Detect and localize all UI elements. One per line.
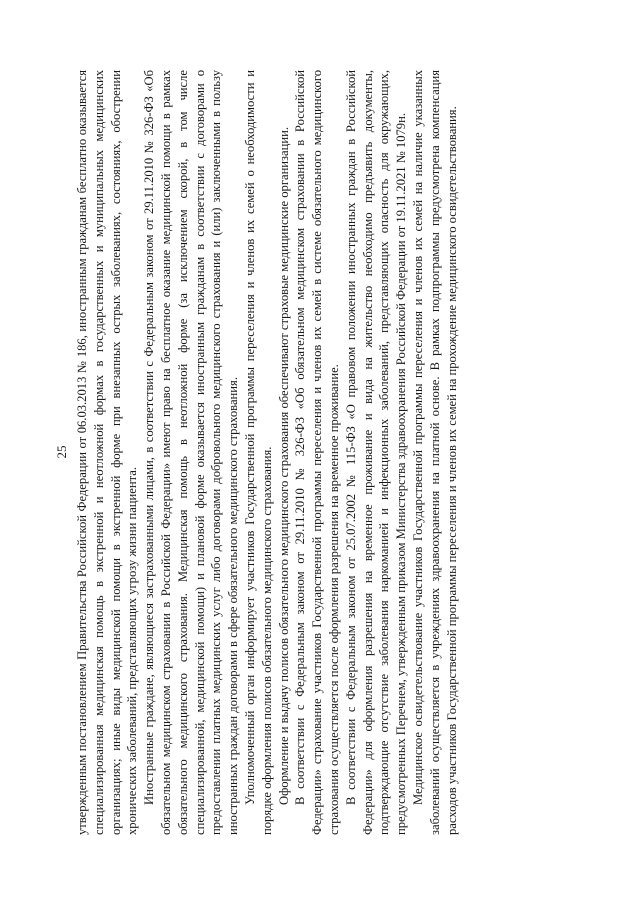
paragraph-continuation: утвержденным постановлением Правительства Российской Федерации от 06.03.2013 № 186, иностранным гражданам бесплатно оказывается специализированная медицинская помощь в экстренной и неотложной формах в государственных и муниципальных медицинских организациях; иные виды медицинской помощи в экстренной форме при внезапных острых заболеваниях, состояниях, обострении хронических заболеваний, представляющих угрозу жизни пациента. [75, 70, 140, 835]
paragraph-insurance-after-permit: В соответствии с Федеральным законом от 29.11.2010 № 326-ФЗ «Об обязательном медицинском страховании в Российской Федерации» страхование участников Государственной программы переселения и членов их семей в системе обязательного медицинского страхования осуществляется после оформления разрешения на временное проживание. [293, 70, 341, 835]
paragraph-policy-issuance: Оформление и выдачу полисов обязательного медицинского страхования обеспечивают страховые медицинские организации. [276, 127, 291, 805]
page-number: 25 [54, 445, 69, 459]
paragraph-authorized-body: Уполномоченный орган информирует участников Государственной программы переселения и членов их семей о необходимости и порядке оформления полисов обязательного медицинского страхования. [242, 70, 274, 835]
document-body [74, 70, 460, 835]
paragraph-legal-status-law: В соответствии с Федеральным законом от 25.07.2002 № 115-ФЗ «О правовом положении иностранных граждан в Российской Федерации» для оформления разрешения на временное проживание и вида на жительство необходимо предъявить документы, подтверждающие отсутствие заболевания наркоманией и инфекционных заболеваний, представляющих опасность для окружающих, предусмотренных Перечнем, утвержденным приказом Министерства здравоохранения Российской Федерации от 19.11.2021 № 1079н. [343, 70, 409, 835]
paragraph-medical-examination: Медицинское освидетельствование участников Государственной программы переселения и членов их семей на наличие указанных заболеваний осуществляется в учреждениях здравоохранения на платной основе. В рамках подпрограммы предусмотрена компенсация расходов участников Государственной программы переселения и членов их семей на прохождение медицинского освидетельствования. [410, 70, 459, 835]
paragraph-foreign-insured: Иностранные граждане, являющиеся застрахованными лицами, в соответствии с Федеральным законом от 29.11.2010 № 326-ФЗ «Об обязательном медицинском страховании в Российской Федерации» имеют право на бесплатное оказание медицинской помощи в рамках обязательного медицинского страхования. Медицинская помощь в неотложной форме (за исключением скорой, в том числе специализированной, медицинской помощи) и плановой форме оказывается иностранным гражданам в соответствии с договорами о предоставлении платных медицинских услуг либо договорами добровольного медицинского страхования и (или) заключенными в пользу иностранных граждан договорами в сфере обязательного медицинского страхования. [142, 70, 241, 835]
